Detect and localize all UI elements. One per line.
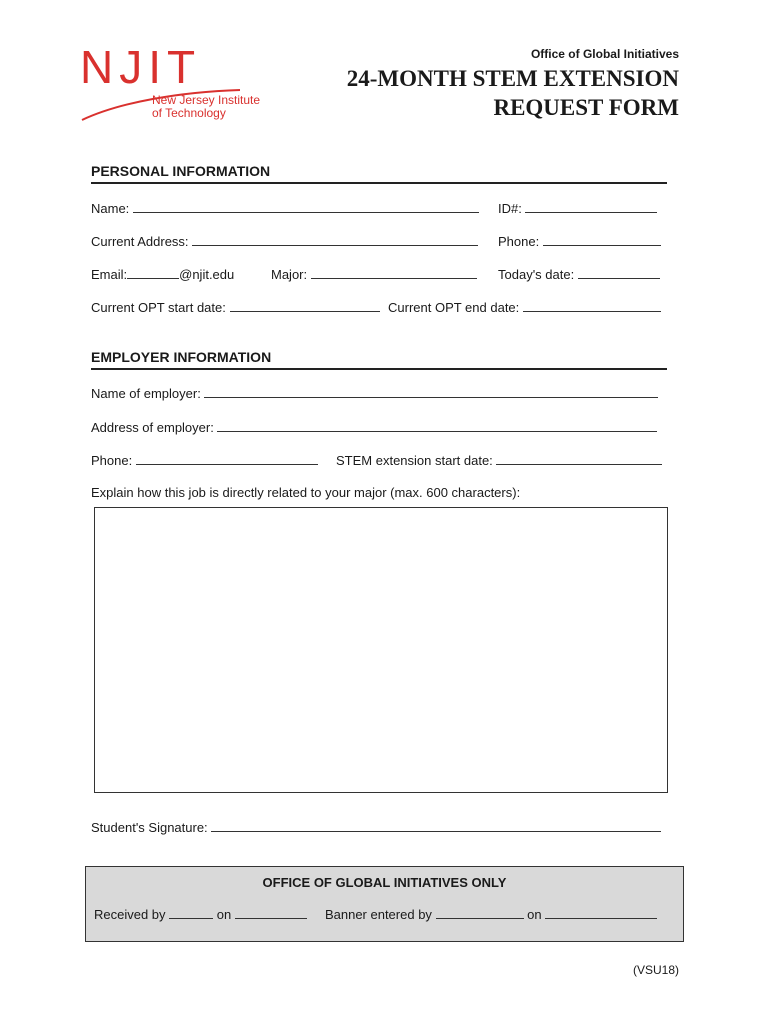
- opt-start-label: Current OPT start date:: [91, 300, 226, 315]
- form-title: [347, 64, 679, 122]
- banner-by-field[interactable]: [436, 905, 524, 919]
- stem-start-row: [336, 451, 662, 468]
- on-label: on: [216, 907, 232, 922]
- opt-start-field[interactable]: [230, 298, 380, 312]
- received-label: Received by: [94, 907, 166, 922]
- name-row: [91, 199, 479, 216]
- major-label: Major:: [271, 267, 308, 282]
- phone-label: Phone:: [498, 234, 540, 249]
- logo-subtitle-line1: New Jersey Institute: [152, 93, 261, 107]
- office-use-title: OFFICE OF GLOBAL INITIATIVES ONLY: [262, 875, 507, 890]
- id-field[interactable]: [525, 199, 657, 213]
- id-row: [498, 199, 657, 216]
- form-code: (VSU18): [632, 963, 679, 977]
- form-title-line1: 24-MONTH STEM EXTENSION: [346, 66, 679, 91]
- opt-end-field[interactable]: [523, 298, 661, 312]
- office-name: Office of Global Initiatives: [530, 47, 679, 61]
- phone-field[interactable]: [543, 232, 661, 246]
- opt-end-label: Current OPT end date:: [388, 300, 520, 315]
- address-field[interactable]: [192, 232, 478, 246]
- email-field[interactable]: [127, 265, 179, 279]
- major-field[interactable]: [311, 265, 477, 279]
- major-row: [271, 265, 477, 282]
- office-use-row: [94, 905, 657, 922]
- address-row: [91, 232, 478, 249]
- explanation-textarea[interactable]: [94, 507, 668, 793]
- employer-name-field[interactable]: [204, 384, 658, 398]
- employer-phone-field[interactable]: [136, 451, 318, 465]
- date-row: [498, 265, 660, 282]
- address-label: Current Address:: [91, 234, 189, 249]
- received-on-field[interactable]: [235, 905, 307, 919]
- on-label: on: [527, 907, 542, 922]
- employer-address-field[interactable]: [217, 418, 657, 432]
- form-title-line2: REQUEST FORM: [493, 95, 679, 120]
- personal-info-heading: PERSONAL INFORMATION: [91, 163, 271, 179]
- banner-label: Banner entered by: [324, 907, 432, 922]
- received-by-field[interactable]: [169, 905, 213, 919]
- opt-end-row: [388, 298, 661, 315]
- name-field[interactable]: [133, 199, 479, 213]
- logo-subtitle: [152, 94, 260, 120]
- name-label: Name:: [91, 201, 130, 216]
- explain-label: Explain how this job is directly related to your major (max. 600 characters):: [91, 485, 521, 500]
- email-suffix: @njit.edu: [179, 267, 235, 282]
- opt-start-row: [91, 298, 380, 315]
- date-field[interactable]: [578, 265, 660, 279]
- employer-name-row: [91, 384, 658, 401]
- date-label: Today's date:: [498, 267, 575, 282]
- stem-start-field[interactable]: [496, 451, 662, 465]
- email-label: Email:: [91, 267, 128, 282]
- stem-start-label: STEM extension start date:: [336, 453, 493, 468]
- signature-label: Student's Signature:: [91, 820, 208, 835]
- employer-phone-label: Phone:: [91, 453, 133, 468]
- office-use-box: [85, 866, 684, 942]
- phone-row: [498, 232, 661, 249]
- employer-address-row: [91, 418, 657, 435]
- employer-address-label: Address of employer:: [91, 420, 214, 435]
- id-label: ID#:: [498, 201, 522, 216]
- email-row: [91, 265, 234, 282]
- signature-row: [91, 818, 661, 835]
- employer-phone-row: [91, 451, 318, 468]
- section-divider: [91, 182, 667, 184]
- section-divider: [91, 368, 667, 370]
- employer-info-heading: EMPLOYER INFORMATION: [91, 349, 272, 365]
- njit-logo: [80, 41, 280, 126]
- employer-name-label: Name of employer:: [91, 386, 201, 401]
- logo-subtitle-line2: of Technology: [152, 106, 226, 120]
- logo-wordmark: NJIT: [80, 41, 202, 93]
- banner-on-field[interactable]: [545, 905, 657, 919]
- signature-field[interactable]: [211, 818, 661, 832]
